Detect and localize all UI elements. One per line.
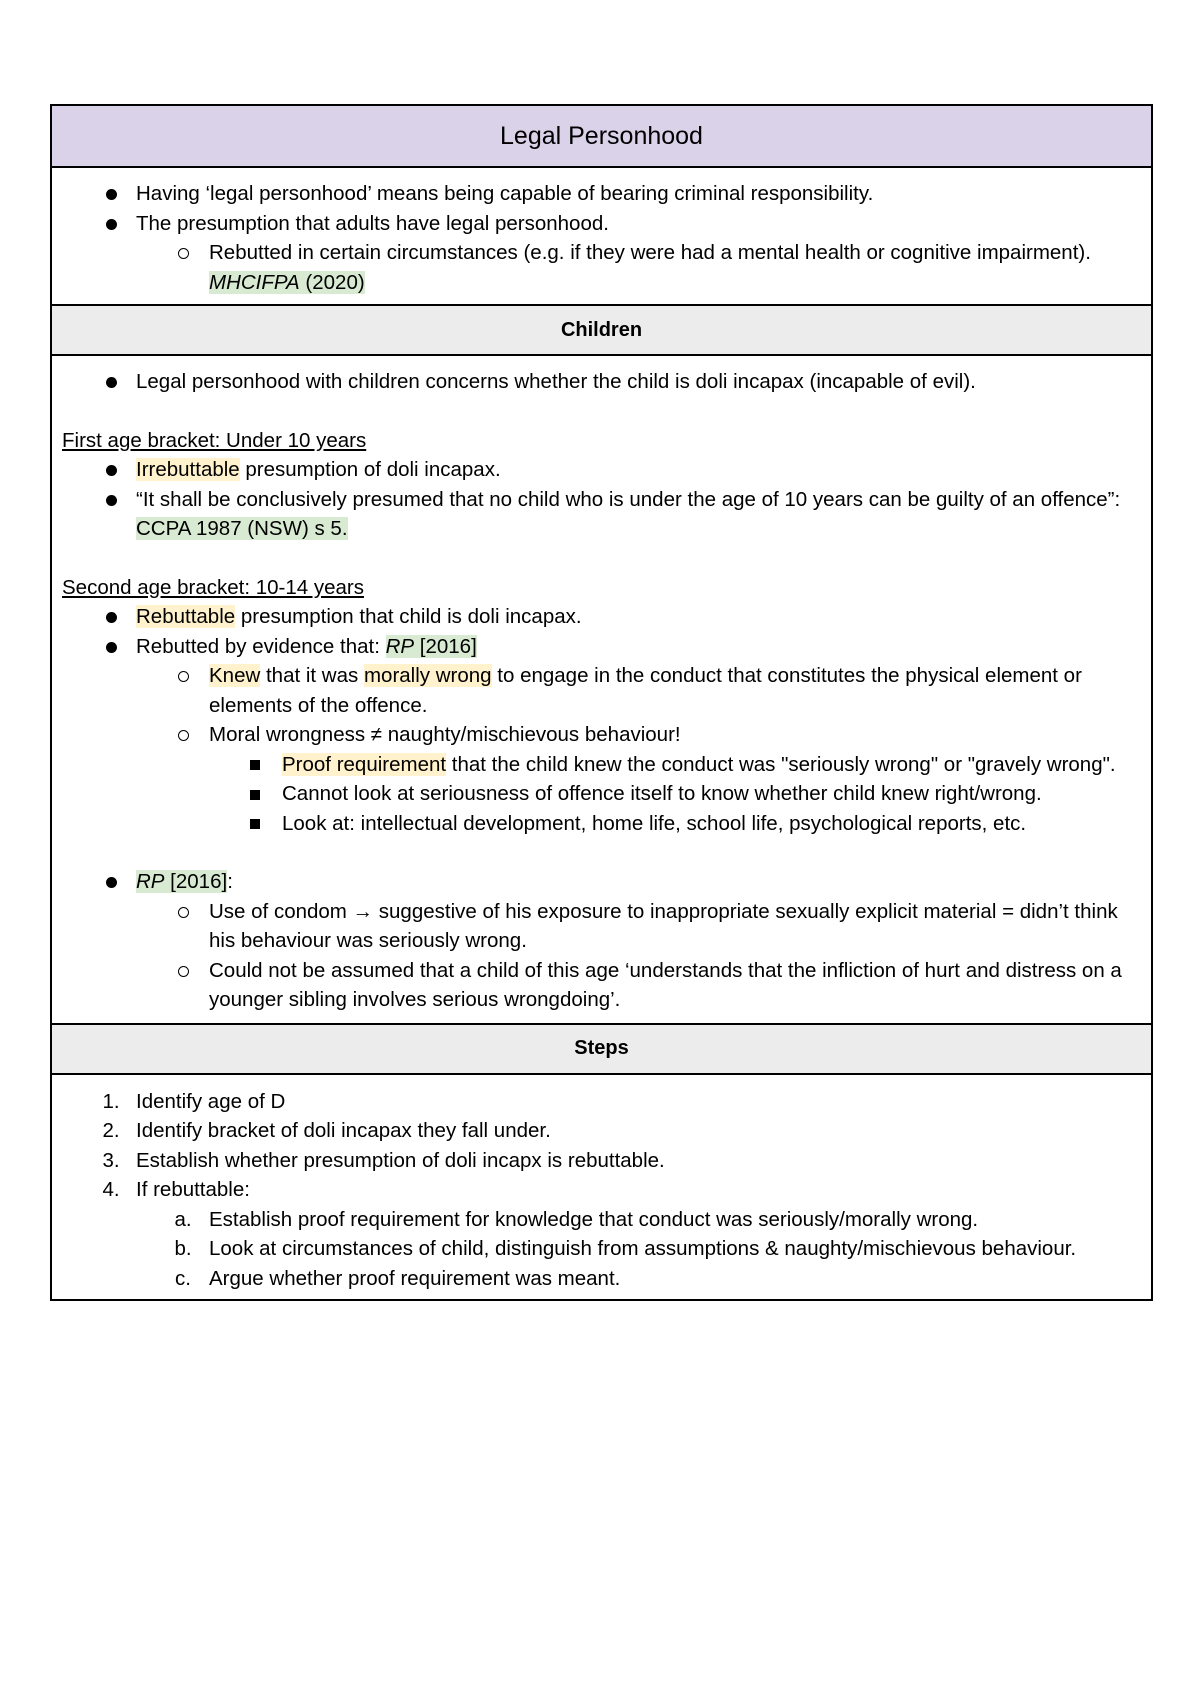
list-item: Proof requirement that the child knew the conduct was "seriously wrong" or "gravely wrong". (62, 750, 1141, 780)
list-item: Moral wrongness ≠ naughty/mischievous behaviour! (62, 720, 1141, 750)
square-bullet-icon (250, 760, 260, 770)
citation: RP [2016] (136, 870, 228, 893)
bullet-icon (106, 219, 117, 230)
step-item: 1. Identify age of D (102, 1089, 286, 1113)
page-title-text: Legal Personhood (500, 121, 703, 150)
list-item: “It shall be conclusively presumed that no child who is under the age of 10 years can be guilty of an offence”: CCPA 1987 (NSW) s 5. (62, 485, 1141, 544)
intro-section (52, 168, 1151, 306)
bullet-icon (106, 465, 117, 476)
substep-item: b. Look at circumstances of child, distinguish from assumptions & naughty/mischievous behaviour. (174, 1237, 1077, 1260)
bullet-icon (106, 377, 117, 388)
circle-bullet-icon (178, 248, 189, 259)
circle-bullet-icon (178, 671, 189, 682)
substep-item: a. Establish proof requirement for knowledge that conduct was seriously/morally wrong. (174, 1207, 979, 1231)
section-header-steps: Steps (52, 1023, 1151, 1075)
step-item: 4. If rebuttable: (102, 1178, 250, 1201)
citation: RP [2016] (385, 634, 477, 658)
bullet-icon (106, 612, 117, 623)
list-item: RP [2016]: (62, 867, 1141, 897)
circle-bullet-icon (178, 730, 189, 741)
citation: MHCIFPA (2020) (209, 270, 365, 294)
list-item: Rebutted in certain circumstances (e.g. if they were had a mental health or cognitive impairment). MHCIFPA (2020) (62, 238, 1141, 297)
list-item: Legal personhood with children concerns whether the child is doli incapax (incapable of evil). (62, 367, 1141, 397)
first-age-heading: First age bracket: Under 10 years (62, 428, 367, 452)
bullet-icon (106, 877, 117, 888)
list-item: Look at: intellectual development, home life, school life, psychological reports, etc. (62, 809, 1141, 839)
substep-item: c. Argue whether proof requirement was meant. (175, 1266, 621, 1290)
circle-bullet-icon (178, 907, 189, 918)
square-bullet-icon (250, 819, 260, 829)
step-item: 3. Establish whether presumption of doli incapx is rebuttable. (102, 1148, 665, 1172)
list-item: Having ‘legal personhood’ means being capable of bearing criminal responsibility. (62, 179, 1141, 209)
page-title (52, 106, 1151, 168)
notes-table (50, 104, 1153, 1301)
list-item: Use of condom → suggestive of his exposure to inappropriate sexually explicit material = didn’t think his behaviour was seriously wrong. (62, 897, 1141, 956)
step-item: 2. Identify bracket of doli incapax they fall under. (102, 1119, 551, 1142)
list-item: Knew that it was morally wrong to engage in the conduct that constitutes the physical element or elements of the offence. (62, 661, 1141, 720)
list-item: Could not be assumed that a child of this age ‘understands that the infliction of hurt and distress on a younger sibling involves serious wrongdoing’. (62, 956, 1141, 1015)
list-item: Cannot look at seriousness of offence itself to know whether child knew right/wrong. (62, 779, 1141, 809)
second-age-heading: Second age bracket: 10-14 years (62, 575, 364, 599)
list-item: Rebutted by evidence that: RP [2016] (62, 632, 1141, 662)
square-bullet-icon (250, 790, 260, 800)
citation: CCPA 1987 (NSW) s 5. (136, 517, 348, 540)
list-item: The presumption that adults have legal personhood. (62, 209, 1141, 239)
bullet-icon (106, 642, 117, 653)
section-header-children: Children (52, 304, 1151, 356)
children-section (52, 356, 1151, 1025)
bullet-icon (106, 495, 117, 506)
bullet-icon (106, 189, 117, 200)
list-item: Irrebuttable presumption of doli incapax. (62, 455, 1141, 485)
steps-section (52, 1075, 1151, 1300)
circle-bullet-icon (178, 966, 189, 977)
list-item: Rebuttable presumption that child is doli incapax. (62, 602, 1141, 632)
